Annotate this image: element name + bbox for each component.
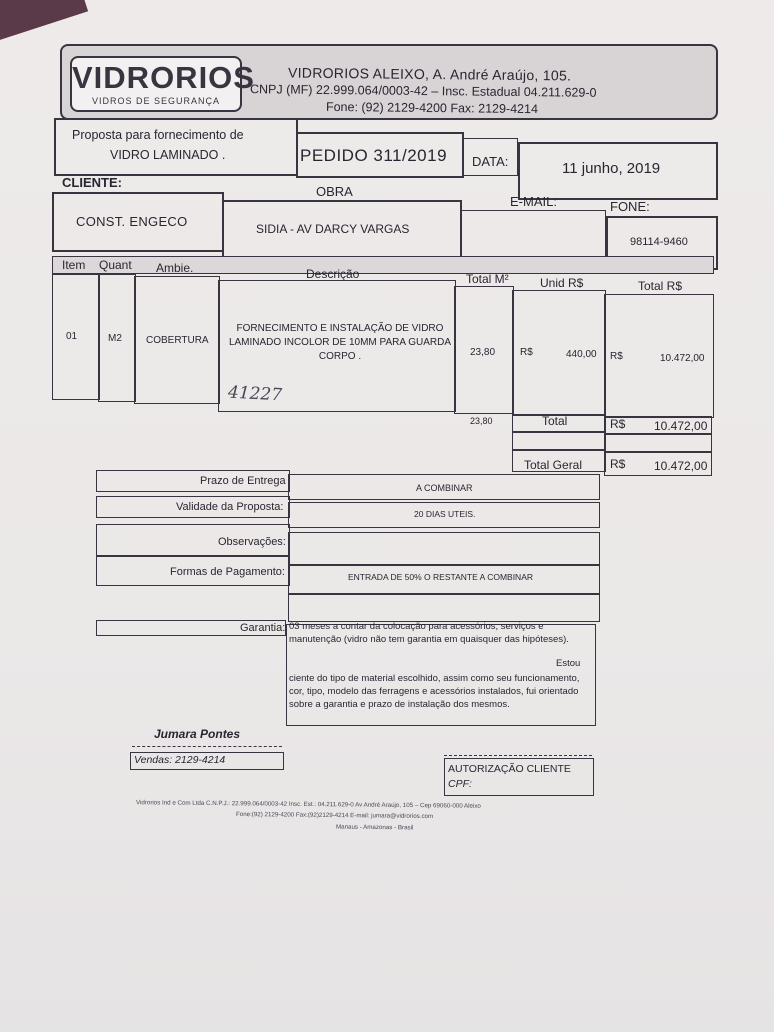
company-cnpj: CNPJ (MF) 22.999.064/0003-42 – Insc. Estadual 04.211.629-0 xyxy=(249,82,597,100)
company-address: VIDRORIOS ALEIXO, A. André Araújo, 105. xyxy=(287,64,572,84)
seller-name: Jumara Pontes xyxy=(154,727,241,741)
obra-value: SIDIA - AV DARCY VARGAS xyxy=(256,222,410,236)
row-total-currency: R$ xyxy=(610,351,623,362)
garantia-text2: ciente do tipo de material escolhido, assim como seu funcionamento, cor, tipo, modelo das ferragens e acessórios instalados, fui orientado sobre a garantia e prazo de instalação dos mesmos. xyxy=(289,673,580,710)
row-unid-value: 440,00 xyxy=(566,349,597,360)
row-unid-currency: R$ xyxy=(520,347,533,358)
th-item: Item xyxy=(62,258,86,272)
row-handwritten-note: 41227 xyxy=(227,382,283,406)
row-item: 01 xyxy=(66,331,78,342)
table-header xyxy=(52,256,714,274)
fone-value: 98114-9460 xyxy=(630,236,688,248)
proposal-title-line2: VIDRO LAMINADO . xyxy=(110,148,226,162)
th-ambiente: Ambie. xyxy=(156,261,194,275)
obs-value-box xyxy=(288,532,600,566)
cliente-label: CLIENTE: xyxy=(62,175,122,190)
sum-total-m2: 23,80 xyxy=(470,416,493,426)
garantia-label: Garantia: xyxy=(240,622,286,634)
pagamento-value: ENTRADA DE 50% O RESTANTE A COMBINAR xyxy=(348,572,533,582)
garantia-text1: 03 meses a contar da colocação para acessórios, serviços e manutenção (vidro não tem garantia em quaisquer das hipóteses). xyxy=(289,621,569,645)
pedido-number: PEDIDO 311/2019 xyxy=(300,146,448,165)
data-value: 11 junho, 2019 xyxy=(562,160,661,177)
row-ambiente: COBERTURA xyxy=(146,335,209,346)
pagamento-label: Formas de Pagamento: xyxy=(170,566,285,578)
proposal-title-line1: Proposta para fornecimento de xyxy=(72,128,244,142)
total-geral-label: Total Geral xyxy=(524,458,583,472)
footer-line1: Vidrorios Ind e Com Ltda C.N.P.J.: 22.999.064/0003-42 Insc. Est.: 04.211.629-0 Av André Araújo, 105 – Cep 69060-000 Aleixo xyxy=(135,799,481,810)
proposal-title-box xyxy=(54,118,298,176)
total-spacer-box-2 xyxy=(604,434,712,452)
logo-text: VIDRORIOS xyxy=(72,60,255,95)
garantia-estou: Estou xyxy=(556,658,581,669)
footer-line2: Fone:(92) 2129-4200 Fax:(92)2129-4214 E-mail: jumara@vidrorios.com xyxy=(235,810,434,821)
th-quant: Quant xyxy=(99,258,132,272)
cliente-value: CONST. ENGECO xyxy=(76,214,188,229)
paper-corner-shadow xyxy=(0,0,88,45)
data-label: DATA: xyxy=(472,154,509,169)
obra-label: OBRA xyxy=(316,184,353,199)
client-signature-line xyxy=(444,755,592,756)
total-spacer-box xyxy=(512,432,606,450)
company-phone: Fone: (92) 2129-4200 Fax: 2129-4214 xyxy=(325,99,539,117)
total-geral-currency: R$ xyxy=(610,457,626,471)
logo-tagline: VIDROS DE SEGURANÇA xyxy=(91,96,221,106)
th-descricao: Descrição xyxy=(306,267,360,281)
footer-line3: Manaus - Amazonas - Brasil xyxy=(335,823,414,832)
email-box xyxy=(460,210,606,262)
total-label: Total xyxy=(542,414,568,428)
total-geral-value: 10.472,00 xyxy=(654,459,708,473)
validade-label: Validade da Proposta: xyxy=(176,501,284,513)
cpf-label: CPF: xyxy=(448,778,472,790)
prazo-value: A COMBINAR xyxy=(416,483,473,493)
row-quant: M2 xyxy=(108,333,122,344)
row-total-value: 10.472,00 xyxy=(660,353,705,364)
total-currency: R$ xyxy=(610,417,626,431)
validade-value: 20 DIAS UTEIS. xyxy=(414,509,476,519)
total-value: 10.472,00 xyxy=(654,419,708,433)
th-unid: Unid R$ xyxy=(540,276,584,290)
fone-label: FONE: xyxy=(610,199,650,214)
seller-signature-line xyxy=(132,746,282,747)
row-total-m2: 23,80 xyxy=(470,347,496,358)
pagamento-extra-box xyxy=(288,594,600,622)
prazo-label: Prazo de Entrega xyxy=(200,475,286,487)
email-label: E-MAIL: xyxy=(510,194,557,209)
company-logo xyxy=(70,56,255,112)
th-total: Total R$ xyxy=(638,279,683,293)
th-total-m2: Total M² xyxy=(466,272,509,286)
autorizacao-label: AUTORIZAÇÃO CLIENTE xyxy=(448,763,571,775)
row-descricao: FORNECIMENTO E INSTALAÇÃO DE VIDRO LAMINADO INCOLOR DE 10MM PARA GUARDA CORPO . xyxy=(228,323,452,362)
vendas-phone: Vendas: 2129-4214 xyxy=(134,754,226,766)
obs-label: Observações: xyxy=(218,536,286,548)
